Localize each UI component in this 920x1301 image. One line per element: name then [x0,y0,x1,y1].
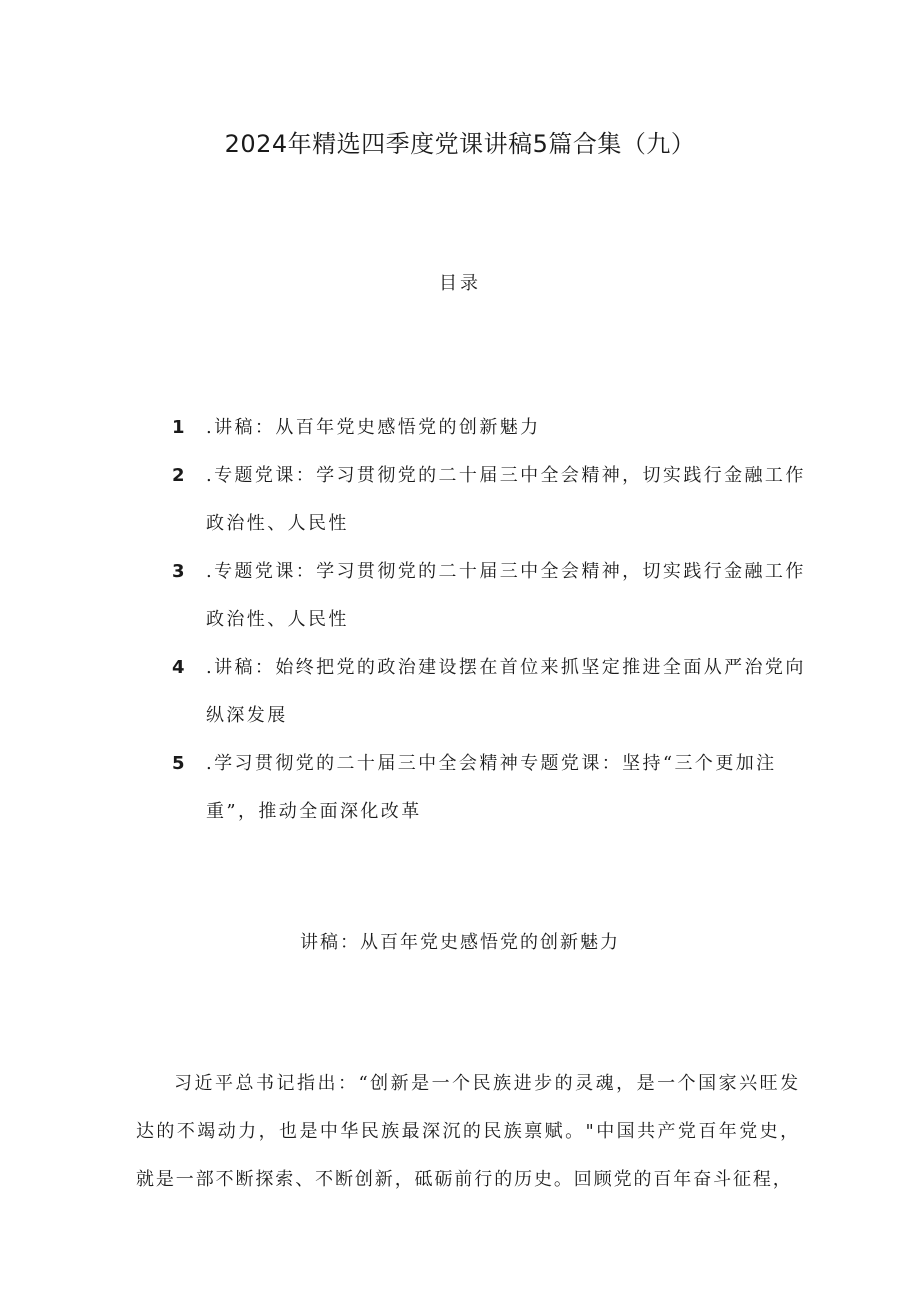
toc-item-1 [0,404,920,452]
table-of-contents [0,404,920,836]
toc-item-number: 2 [172,465,185,486]
toc-heading: 目录 [439,273,481,294]
toc-item-number: 1 [172,417,185,438]
toc-item-number: 3 [172,561,185,582]
toc-item-5 [0,740,920,836]
toc-item-text: .专题党课：学习贯彻党的二十届三中全会精神，切实践行金融工作政治性、人民性 [206,561,806,630]
toc-item-4 [0,644,920,740]
document-title: 2024年精选四季度党课讲稿5篇合集（九） [224,130,696,158]
toc-item-number: 4 [172,657,185,678]
toc-item-text: .专题党课：学习贯彻党的二十届三中全会精神，切实践行金融工作政治性、人民性 [206,465,806,534]
toc-item-2 [0,452,920,548]
toc-item-number: 5 [172,753,185,774]
section-title: 讲稿：从百年党史感悟党的创新魅力 [300,932,620,953]
toc-item-text: .讲稿：从百年党史感悟党的创新魅力 [206,417,541,438]
body-paragraph: 习近平总书记指出：“创新是一个民族进步的灵魂，是一个国家兴旺发达的不竭动力，也是中华民族最深沉的民族禀赋。"中国共产党百年党史，就是一部不断探索、不断创新，砥砺前行的历史。回顾党的百年奋斗征程， [136,1073,800,1190]
toc-item-text: .学习贯彻党的二十届三中全会精神专题党课：坚持“三个更加注重”，推动全面深化改革 [206,753,777,822]
toc-item-text: .讲稿：始终把党的政治建设摆在首位来抓坚定推进全面从严治党向纵深发展 [206,657,806,726]
toc-item-3 [0,548,920,644]
